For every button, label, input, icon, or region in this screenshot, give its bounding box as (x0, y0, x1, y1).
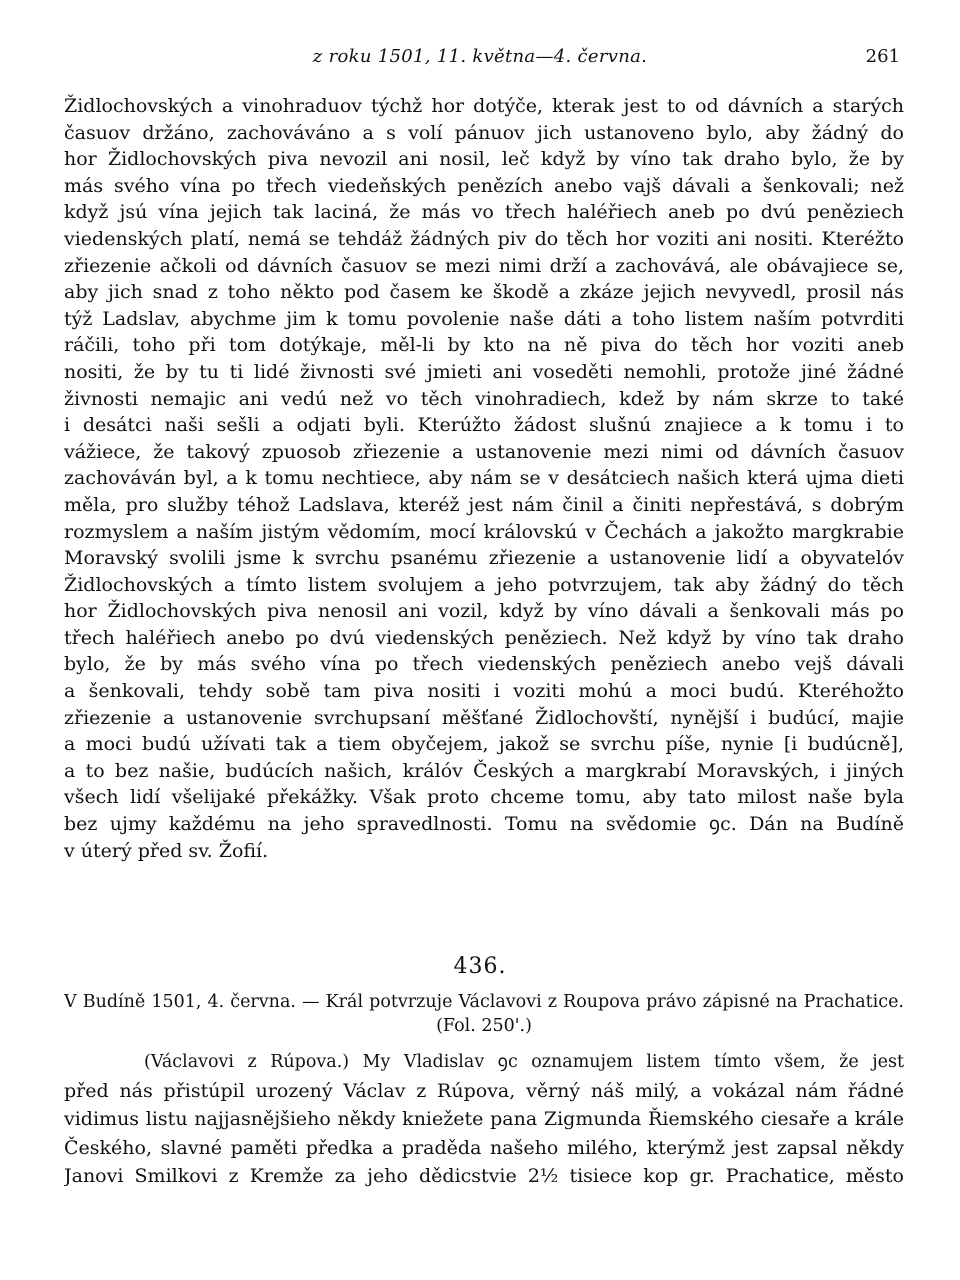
page-number: 261 (865, 46, 900, 67)
text-line: aby jich snad z toho někto pod časem ke škodě a zkáze jejich nevyvedl, prosil nás (64, 281, 904, 304)
text-line: zřiezenie a ustanovenie svrchupsaní měšťané Židlochovští, nynější i budúcí, majie (64, 706, 904, 729)
text-line: nositi, že by tu ti lidé živnosti své jmieti ani voseděti nemohli, protože jiné žádné (64, 360, 904, 383)
text-line: třech haléřiech anebo po dvú viedenských peněziech. Než když by víno tak draho (64, 626, 904, 649)
document-regest (64, 990, 904, 1038)
running-head (60, 46, 900, 76)
text-line: vidimus listu najjasnějšieho někdy kniežete pana Zigmunda Řiemského ciesaře a krále (64, 1108, 904, 1130)
text-line: i desátci naši sešli a odjati byli. Kterúžto žádost slušnú znajiece a k tomu i to (64, 414, 904, 437)
text-line: bez ujmy každému na jeho spravedlnosti. Tomu na svědomie ꝯc. Dán na Budíně (64, 813, 904, 836)
text-line: a šenkovali, tehdy sobě tam piva nositi i voziti mohú a moci budú. Kteréhožto (64, 680, 904, 703)
text-line: a to bez našie, budúcích našich, králóv Českých a margkrabí Moravských, i jiných (64, 759, 904, 782)
regest-line: V Budíně 1501, 4. června. — Král potvrzuje Václavovi z Roupova právo zápisné na Prachatice. (64, 992, 904, 1012)
folio-reference: (Fol. 250'.) (436, 1016, 532, 1036)
document-number: 436. (453, 954, 507, 979)
text-line: a moci budú užívati tak a tiem obyčejem, jakož se svrchu píše, nynie [i budúcně], (64, 733, 904, 756)
text-line: más svého vína po třech viedeňských penězích anebo vajš dávali a šenkovali; než (64, 174, 904, 197)
text-line: Janovi Smilkovi z Kremže za jeho dědicstvie 2½ tisiece kop gr. Prachatice, město (64, 1165, 904, 1187)
text-line: (Václavovi z Rúpova.) My Vladislav ꝯc oznamujem listem tímto všem, že jest (144, 1052, 904, 1072)
text-line: všech lidí všelijaké překážky. Však proto chceme tomu, aby tato milost naše byla (64, 786, 904, 809)
text-line: Českého, slavné paměti předka a praděda našeho milého, kterýmž jest zapsal někdy (64, 1136, 904, 1159)
text-line: před nás přistúpil urozený Václav z Rúpova, věrný náš milý, a vokázal nám řádné (64, 1079, 904, 1102)
text-line: časuov držáno, zachováváno a s volí pánuov jich ustanoveno bylo, aby žádný do (64, 121, 904, 144)
text-line: živnosti nemajic ani vedú než vo těch vinohradiech, kdež by nám skrze to také (64, 387, 904, 410)
text-line: Židlochovských a vinohraduov týchž hor dotýče, kterak jest to od dávních a starých (64, 95, 904, 117)
text-line: zachováván byl, a k tomu nechtiece, aby nám se v desátciech našich která ujma dieti (64, 467, 904, 490)
text-line: týž Ladslav, abychme jim k tomu povolenie naše dáti a toho listem naším potvrditi (64, 307, 904, 330)
text-line: Židlochovských a tímto listem svolujem a jeho potvrzujem, tak aby žádný do těch (64, 573, 904, 596)
text-line: hor Židlochovských piva nevozil ani nosil, leč když by víno tak draho bylo, že by (64, 148, 904, 171)
text-line: měla, pro služby téhož Ladslava, kteréž jest nám činil a činiti nepřestává, s dobrým (64, 493, 904, 516)
text-line: viedenských platí, nemá se tehdáž žádných piv do těch hor voziti ani nositi. Kteréžto (64, 227, 904, 250)
text-line: v úterý před sv. Žofií. (64, 839, 269, 862)
text-line: rozmyslem a naším jistým vědomím, mocí královskú v Čechách a jakožto margkrabie (64, 520, 904, 543)
body-text (64, 93, 904, 864)
text-line: zřiezenie ačkoli od dávních časuov se mezi nimi drží a zachovává, ale obávajiece se, (64, 254, 904, 277)
document-text (64, 1048, 904, 1191)
text-line: když jsú vína jejich tak laciná, že más vo třech haléřiech aneb po dvú peněziech (64, 201, 904, 224)
running-title: z roku 1501, 11. května—4. června. (312, 46, 648, 67)
text-line: bylo, že by más svého vína po třech viedenských peněziech anebo vejš dávali (64, 653, 904, 676)
text-line: hor Židlochovských piva nenosil ani vozil, když by víno dávali a šenkovali más po (64, 600, 904, 623)
text-line: ráčili, toho při tom dotýkaje, měl-li by kto na ně piva do těch hor voziti aneb (64, 334, 904, 357)
text-line: Moravský svolili jsme k svrchu psanému zřiezenie a ustanovenie lidí a obyvatelóv (64, 547, 904, 570)
text-line: vážiece, že takový zpuosob zřiezenie a ustanovenie mezi nimi od dávních časuov (64, 440, 904, 463)
